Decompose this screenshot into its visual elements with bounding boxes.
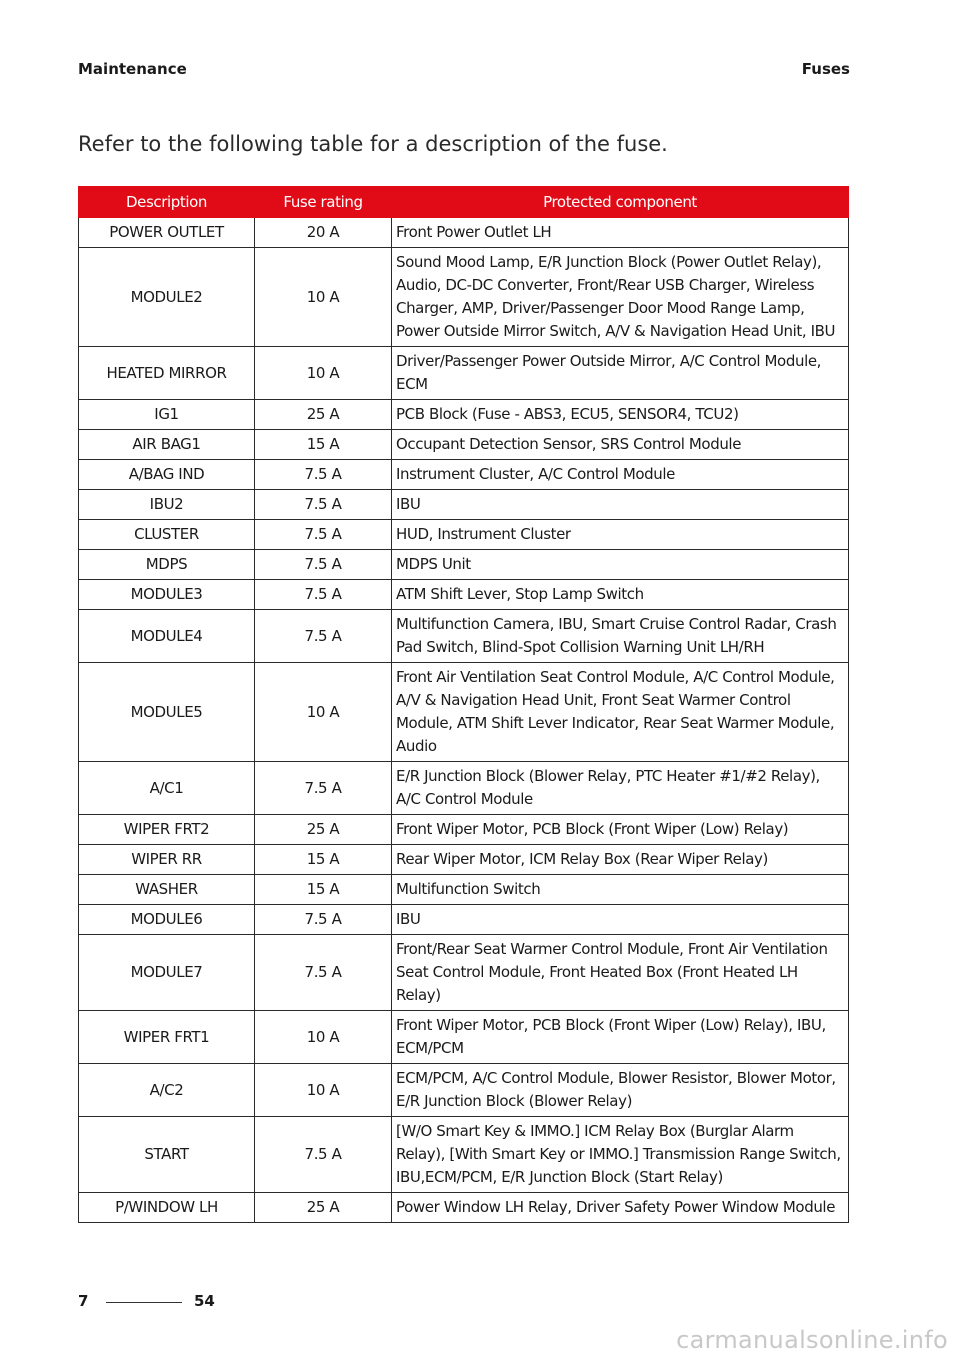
intro-text: Refer to the following table for a description of the fuse. (78, 132, 668, 156)
table-row (79, 935, 849, 1011)
fuse-description-cell: POWER OUTLET (79, 218, 255, 248)
fuse-description-cell: A/C2 (79, 1064, 255, 1117)
table-row (79, 400, 849, 430)
table-row (79, 845, 849, 875)
table-row (79, 248, 849, 347)
table-row (79, 663, 849, 762)
fuse-rating-cell: 7.5 A (255, 580, 392, 610)
table-row (79, 875, 849, 905)
table-row (79, 1011, 849, 1064)
table-row (79, 430, 849, 460)
header-row (79, 187, 849, 218)
fuse-description-cell: A/C1 (79, 762, 255, 815)
protected-component-cell: E/R Junction Block (Blower Relay, PTC Heater #1/#2 Relay), A/C Control Module (392, 762, 849, 815)
table-row (79, 610, 849, 663)
fuse-rating-cell: 10 A (255, 1064, 392, 1117)
fuse-rating-cell: 25 A (255, 1193, 392, 1223)
footer-divider (106, 1302, 182, 1303)
fuse-table-header (79, 187, 849, 218)
header-section-title: Maintenance (78, 60, 187, 78)
fuse-description-cell: P/WINDOW LH (79, 1193, 255, 1223)
protected-component-cell: Multifunction Switch (392, 875, 849, 905)
table-row (79, 490, 849, 520)
fuse-description-cell: HEATED MIRROR (79, 347, 255, 400)
table-row (79, 815, 849, 845)
fuse-description-cell: START (79, 1117, 255, 1193)
fuse-rating-cell: 7.5 A (255, 762, 392, 815)
fuse-description-cell: WIPER FRT2 (79, 815, 255, 845)
fuse-rating-cell: 10 A (255, 248, 392, 347)
header-topic-title: Fuses (801, 60, 850, 78)
fuse-description-cell: MDPS (79, 550, 255, 580)
table-row (79, 550, 849, 580)
protected-component-cell: Sound Mood Lamp, E/R Junction Block (Power Outlet Relay), Audio, DC-DC Converter, Front/Rear USB Charger, Wireless Charger, AMP, Driver/Passenger Door Mood Range Lamp, Power Outside Mirror Switch, A/V & Navigation Head Unit, IBU (392, 248, 849, 347)
fuse-description-cell: MODULE6 (79, 905, 255, 935)
protected-component-cell: Front Wiper Motor, PCB Block (Front Wiper (Low) Relay) (392, 815, 849, 845)
protected-component-cell: MDPS Unit (392, 550, 849, 580)
table-row (79, 762, 849, 815)
fuse-rating-cell: 10 A (255, 663, 392, 762)
protected-component-cell: [W/O Smart Key & IMMO.] ICM Relay Box (Burglar Alarm Relay), [With Smart Key or IMMO.] Transmission Range Switch, IBU,ECM/PCM, E/R Junction Block (Start Relay) (392, 1117, 849, 1193)
fuse-rating-cell: 7.5 A (255, 490, 392, 520)
protected-component-cell: Rear Wiper Motor, ICM Relay Box (Rear Wiper Relay) (392, 845, 849, 875)
fuse-rating-cell: 25 A (255, 400, 392, 430)
protected-component-cell: PCB Block (Fuse - ABS3, ECU5, SENSOR4, TCU2) (392, 400, 849, 430)
fuse-rating-cell: 15 A (255, 875, 392, 905)
fuse-description-cell: WIPER FRT1 (79, 1011, 255, 1064)
table-row (79, 1193, 849, 1223)
fuse-description-cell: A/BAG IND (79, 460, 255, 490)
fuse-table-body (79, 218, 849, 1223)
fuse-description-cell: MODULE4 (79, 610, 255, 663)
protected-component-cell: HUD, Instrument Cluster (392, 520, 849, 550)
chapter-number: 7 (78, 1292, 89, 1310)
table-row (79, 1064, 849, 1117)
fuse-description-cell: MODULE2 (79, 248, 255, 347)
fuse-rating-cell: 7.5 A (255, 550, 392, 580)
fuse-description-cell: WASHER (79, 875, 255, 905)
page-number: 54 (194, 1292, 215, 1310)
fuse-rating-cell: 10 A (255, 1011, 392, 1064)
protected-component-cell: Front/Rear Seat Warmer Control Module, Front Air Ventilation Seat Control Module, Front Heated Box (Front Heated LH Relay) (392, 935, 849, 1011)
fuse-rating-cell: 7.5 A (255, 520, 392, 550)
protected-component-cell: ATM Shift Lever, Stop Lamp Switch (392, 580, 849, 610)
fuse-description-cell: IBU2 (79, 490, 255, 520)
fuse-description-cell: MODULE3 (79, 580, 255, 610)
fuse-rating-cell: 7.5 A (255, 1117, 392, 1193)
fuse-rating-cell: 15 A (255, 845, 392, 875)
protected-component-cell: IBU (392, 905, 849, 935)
table-row (79, 347, 849, 400)
fuse-rating-cell: 7.5 A (255, 905, 392, 935)
watermark: carmanualsonline.info (676, 1326, 948, 1354)
fuse-rating-cell: 7.5 A (255, 460, 392, 490)
fuse-description-cell: AIR BAG1 (79, 430, 255, 460)
fuse-table (78, 186, 849, 1223)
table-row (79, 580, 849, 610)
table-row (79, 1117, 849, 1193)
table-row (79, 218, 849, 248)
table-row (79, 520, 849, 550)
fuse-description-cell: MODULE5 (79, 663, 255, 762)
fuse-rating-cell: 7.5 A (255, 935, 392, 1011)
protected-component-cell: Multifunction Camera, IBU, Smart Cruise Control Radar, Crash Pad Switch, Blind-Spot Collision Warning Unit LH/RH (392, 610, 849, 663)
protected-component-cell: ECM/PCM, A/C Control Module, Blower Resistor, Blower Motor, E/R Junction Block (Blower Relay) (392, 1064, 849, 1117)
fuse-description-cell: IG1 (79, 400, 255, 430)
fuse-rating-cell: 20 A (255, 218, 392, 248)
protected-component-cell: IBU (392, 490, 849, 520)
table-row (79, 460, 849, 490)
table-row (79, 905, 849, 935)
column-header-description: Description (79, 187, 255, 218)
fuse-rating-cell: 7.5 A (255, 610, 392, 663)
column-header-fuse-rating: Fuse rating (255, 187, 392, 218)
protected-component-cell: Power Window LH Relay, Driver Safety Power Window Module (392, 1193, 849, 1223)
fuse-rating-cell: 15 A (255, 430, 392, 460)
protected-component-cell: Front Wiper Motor, PCB Block (Front Wiper (Low) Relay), IBU, ECM/PCM (392, 1011, 849, 1064)
fuse-rating-cell: 25 A (255, 815, 392, 845)
protected-component-cell: Occupant Detection Sensor, SRS Control Module (392, 430, 849, 460)
fuse-description-cell: WIPER RR (79, 845, 255, 875)
protected-component-cell: Front Air Ventilation Seat Control Module, A/C Control Module, A/V & Navigation Head Unit, Front Seat Warmer Control Module, ATM Shift Lever Indicator, Rear Seat Warmer Module, Audio (392, 663, 849, 762)
protected-component-cell: Driver/Passenger Power Outside Mirror, A/C Control Module, ECM (392, 347, 849, 400)
protected-component-cell: Front Power Outlet LH (392, 218, 849, 248)
fuse-rating-cell: 10 A (255, 347, 392, 400)
fuse-description-cell: CLUSTER (79, 520, 255, 550)
column-header-protected-component: Protected component (392, 187, 849, 218)
fuse-description-cell: MODULE7 (79, 935, 255, 1011)
protected-component-cell: Instrument Cluster, A/C Control Module (392, 460, 849, 490)
